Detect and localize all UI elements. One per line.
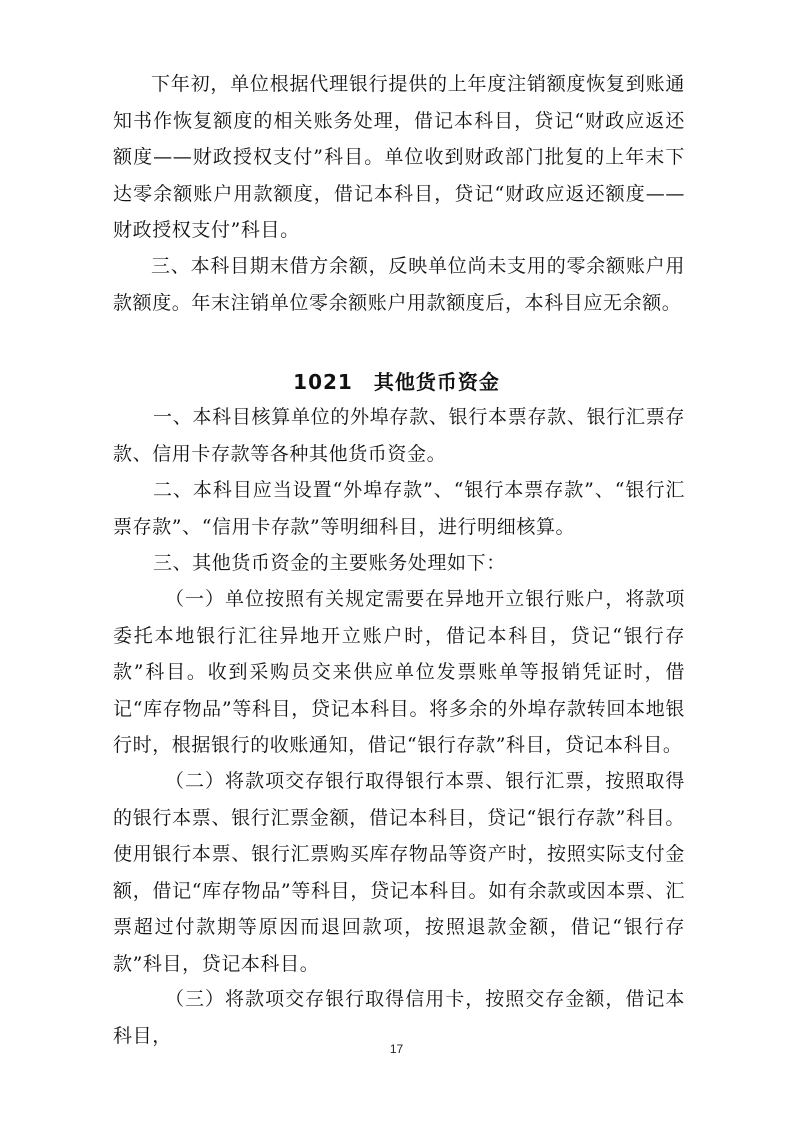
- paragraph-item-two: （二）将款项交存银行取得银行本票、银行汇票，按照取得的银行本票、银行汇票金额，借记本科目，贷记“银行存款”科目。使用银行本票、银行汇票购买库存物品等资产时，按照实际支付金额，借记“库存物品”等科目，贷记本科目。如有余款或因本票、汇票超过付款期等原因而退回款项，按照退款金额，借记“银行存款”科目，贷记本科目。: [113, 770, 685, 975]
- section-heading: 1021 其他货币资金: [293, 370, 500, 394]
- paragraph-period-end-balance: 三、本科目期末借方余额，反映单位尚未支用的零余额账户用款额度。年末注销单位零余额账户用款额度后，本科目应无余额。: [113, 255, 685, 314]
- page-number: 17: [389, 1042, 404, 1056]
- paragraph-scope: 一、本科目核算单位的外埠存款、银行本票存款、银行汇票存款、信用卡存款等各种其他货币资金。: [113, 406, 685, 465]
- paragraph-item-three: （三）将款项交存银行取得信用卡，按照交存金额，借记本科目，: [113, 988, 685, 1047]
- paragraph-year-start-restore: 下年初，单位根据代理银行提供的上年度注销额度恢复到账通知书作恢复额度的相关账务处理，借记本科目，贷记“财政应返还额度——财政授权支付”科目。单位收到财政部门批复的上年末下达零余额账户用款额度，借记本科目，贷记“财政应返还额度——财政授权支付”科目。: [113, 73, 685, 241]
- paragraph-item-one: （一）单位按照有关规定需要在异地开立银行账户，将款项委托本地银行汇往异地开立账户时，借记本科目，贷记“银行存款”科目。收到采购员交来供应单位发票账单等报销凭证时，借记“库存物品”等科目，贷记本科目。将多余的外埠存款转回本地银行时，根据银行的收账通知，借记“银行存款”科目，贷记本科目。: [113, 588, 685, 756]
- paragraph-main-entries-intro: 三、其他货币资金的主要账务处理如下：: [153, 552, 506, 574]
- paragraph-sub-accounts: 二、本科目应当设置“外埠存款”、“银行本票存款”、“银行汇票存款”、“信用卡存款”等明细科目，进行明细核算。: [113, 479, 685, 538]
